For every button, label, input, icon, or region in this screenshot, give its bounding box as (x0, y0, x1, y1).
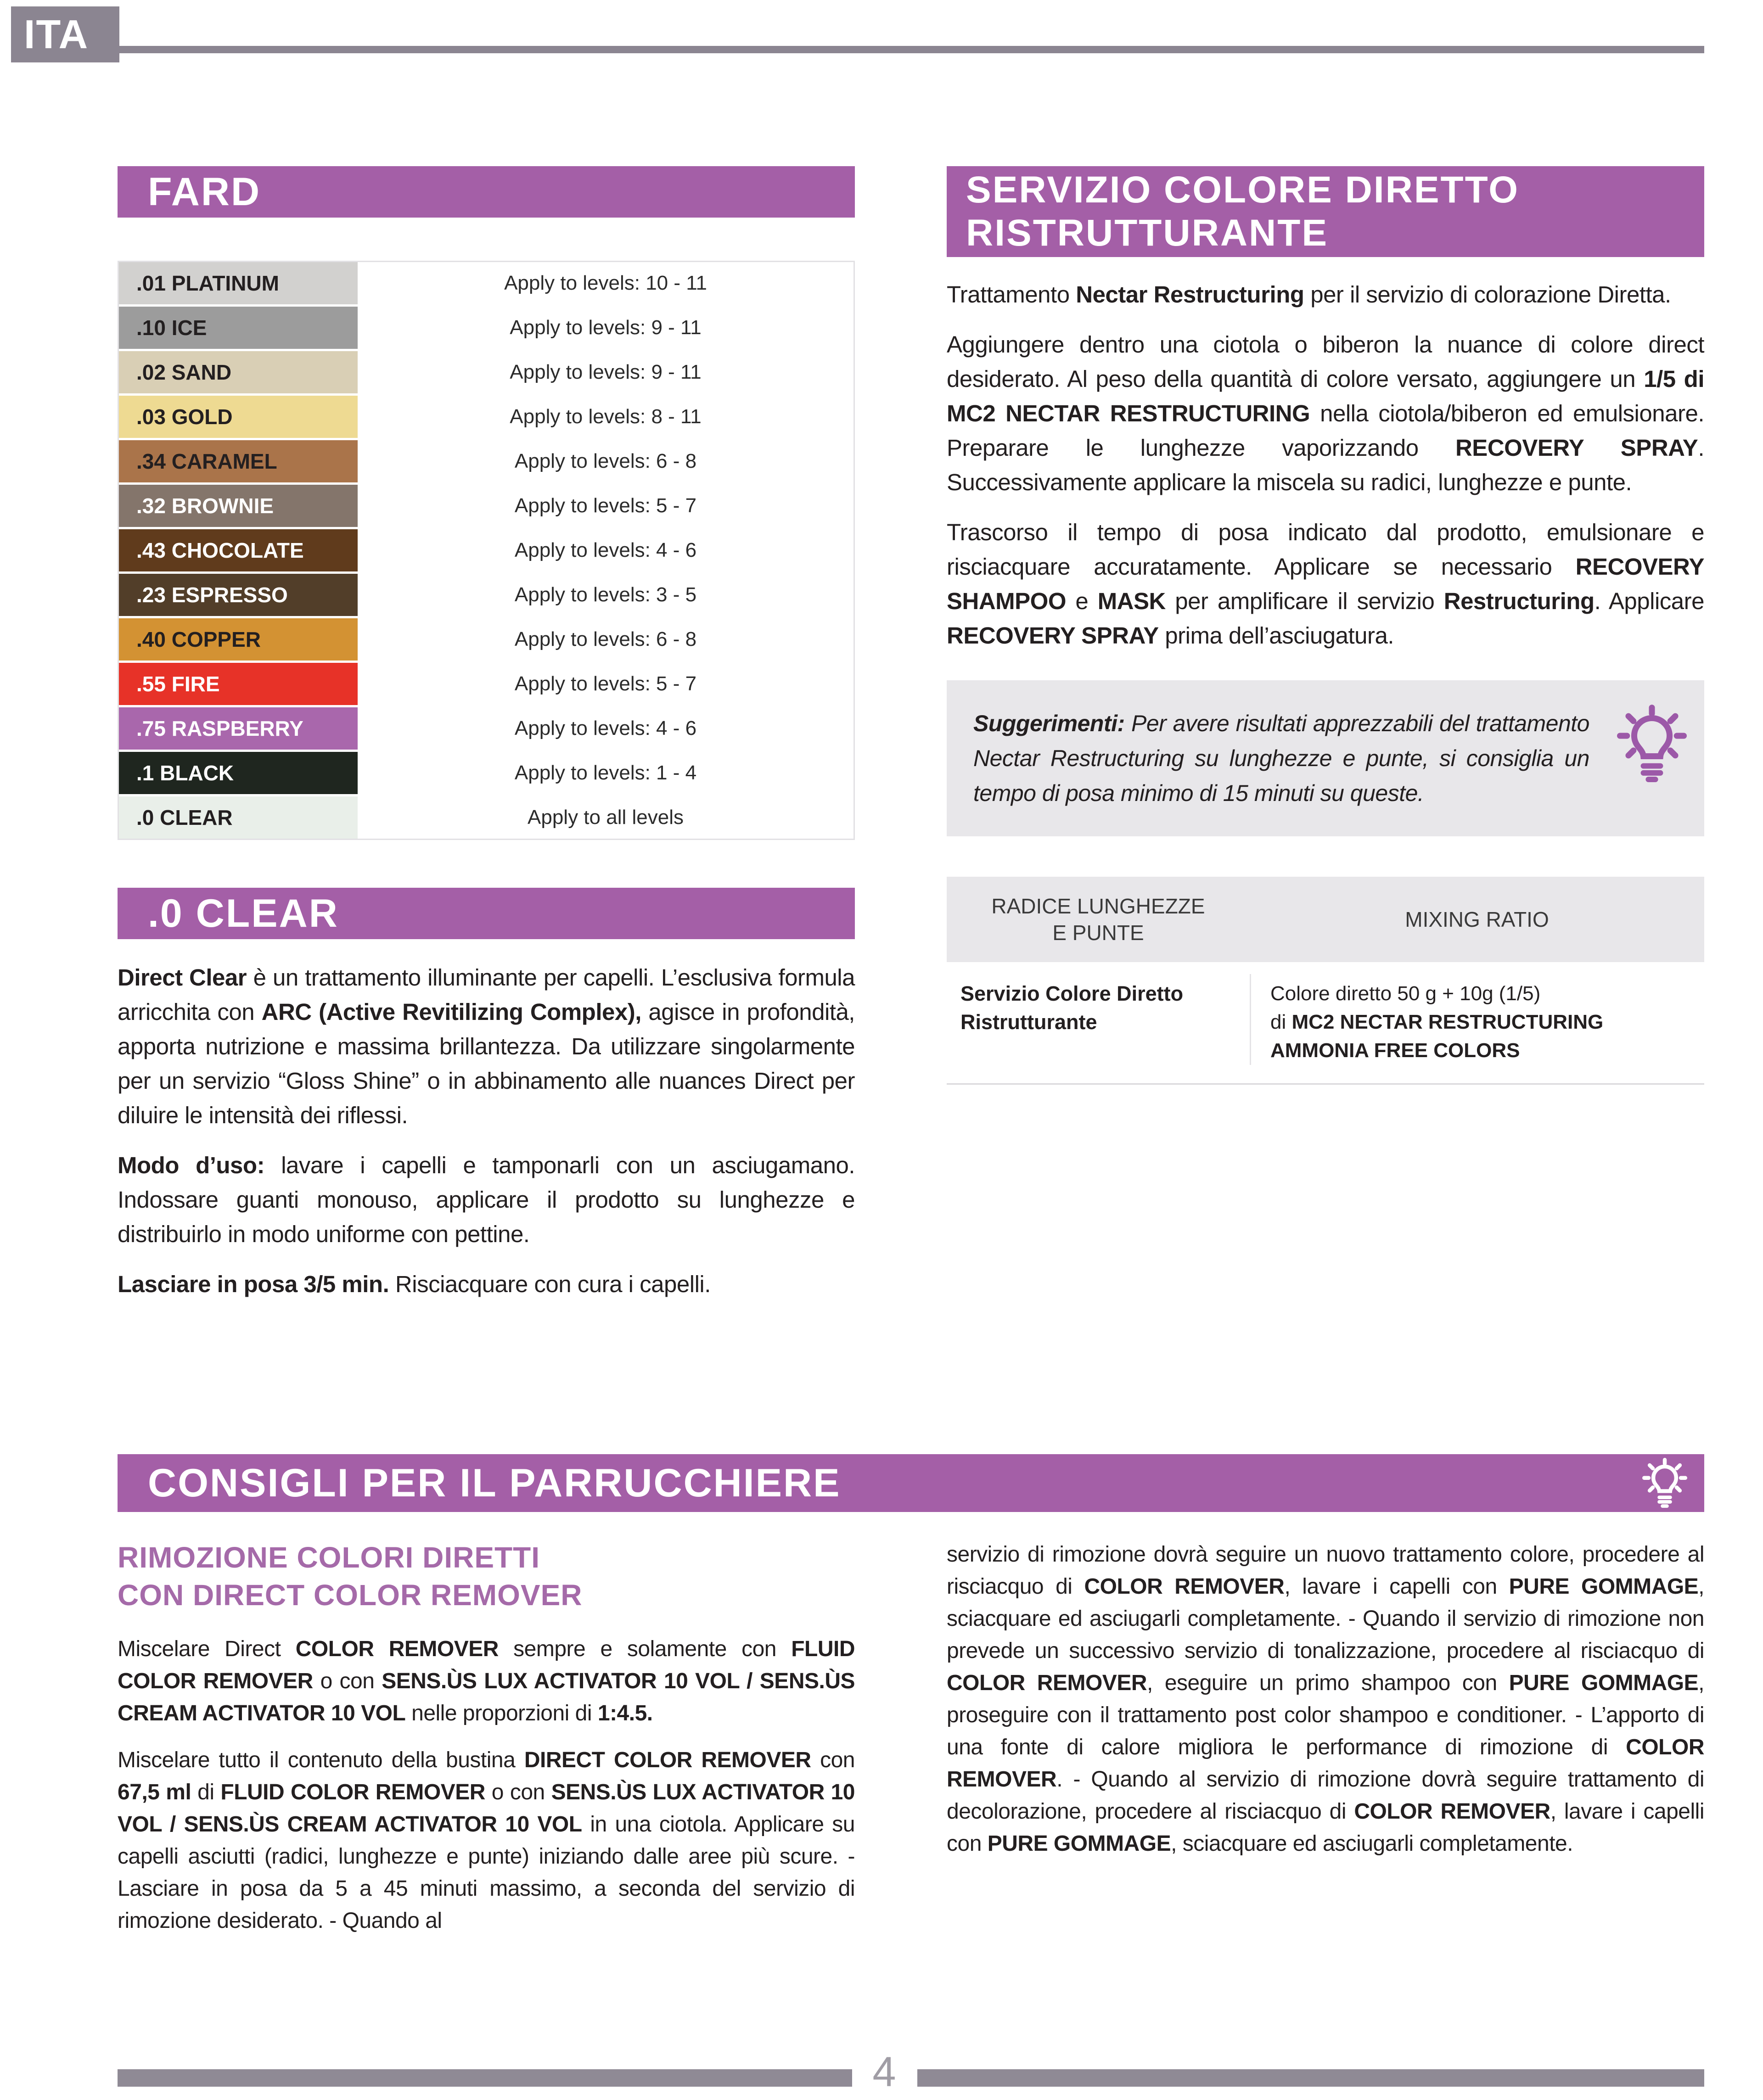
shade-levels: Apply to levels: 9 - 11 (358, 351, 853, 393)
left-column (118, 166, 855, 1317)
fard-table-row (119, 707, 853, 750)
clear-paragraph-3: Lasciare in posa 3/5 min. Risciacquare con cura i capelli. (118, 1271, 711, 1297)
shade-levels: Apply to levels: 9 - 11 (358, 307, 853, 349)
shade-swatch: .10 ICE (119, 307, 358, 349)
fard-table-row (119, 307, 853, 349)
mixing-service-line2: Ristrutturante (960, 1010, 1097, 1034)
shade-levels: Apply to levels: 10 - 11 (358, 262, 853, 304)
shade-levels: Apply to levels: 8 - 11 (358, 396, 853, 438)
removal-right-paragraph: servizio di rimozione dovrà seguire un nuovo trattamento colore, procedere al risciacquo di COLOR REMOVER, lavare i capelli con PURE GOMMAGE, sciacquare ed asciugarli completamente. - Quando il servizio di rimozione non prevede un successivo servizio di tonalizzazione, procedere al risciacquo di COLOR REMOVER, eseguire un primo shampoo con PURE GOMMAGE, proseguire con il trattamento post color shampoo e conditioner. - L’apporto di una fonte di calore migliora le performance di rimozione di COLOR REMOVER. - Quando al servizio di rimozione dovrà seguire trattamento di decolorazione, procedere al risciacquo di COLOR REMOVER, lavare i capelli con PURE GOMMAGE, sciacquare ed asciugarli completamente. (947, 1542, 1705, 1856)
shade-swatch: .1 BLACK (119, 752, 358, 794)
servizio-paragraph-3: Trascorso il tempo di posa indicato dal prodotto, emulsionare e risciacquare accuratamente. Applicare se necessario RECOVERY SHAMPOO e MASK per amplificare il servizio Restructuring. Applicare RECOVERY SPRAY prima dell’asciugatura. (947, 519, 1704, 649)
right-column (947, 166, 1704, 1085)
shade-levels: Apply to all levels (358, 796, 853, 839)
shade-swatch: .03 GOLD (119, 396, 358, 438)
removal-right-text-block (947, 1539, 1704, 1860)
fard-table (118, 261, 855, 840)
removal-text-block (118, 1633, 855, 1937)
mixing-ratio-cell (1250, 974, 1704, 1065)
fard-table-row (119, 440, 853, 482)
fard-header (118, 166, 855, 218)
footer-bar-right (917, 2069, 1704, 2087)
servizio-title-line1: SERVIZIO COLORE DIRETTO (966, 169, 1519, 211)
mixing-service-cell (947, 974, 1250, 1065)
mixing-ratio-line3: AMMONIA FREE COLORS (1270, 1039, 1520, 1062)
clear-paragraph-2: Modo d’uso: lavare i capelli e tamponarli con un asciugamano. Indossare guanti monouso, applicare il prodotto su lunghezze e distribuirlo in modo uniforme con pettine. (118, 1152, 855, 1247)
language-tab (11, 6, 119, 62)
removal-subtitle-line1: RIMOZIONE COLORI DIRETTI (118, 1541, 540, 1574)
page-number: 4 (872, 2049, 896, 2095)
shade-levels: Apply to levels: 5 - 7 (358, 663, 853, 705)
mixing-service-line1: Servizio Colore Diretto (960, 982, 1184, 1005)
consigli-banner (118, 1454, 1704, 1512)
servizio-header (947, 166, 1704, 257)
mixing-table (947, 877, 1704, 1085)
shade-swatch: .23 ESPRESSO (119, 574, 358, 616)
shade-swatch: .02 SAND (119, 351, 358, 393)
fard-table-row (119, 574, 853, 616)
shade-swatch: .0 CLEAR (119, 796, 358, 839)
shade-levels: Apply to levels: 5 - 7 (358, 485, 853, 527)
shade-swatch: .55 FIRE (119, 663, 358, 705)
footer-bar-left (118, 2069, 852, 2087)
fard-table-row (119, 796, 853, 839)
removal-subtitle-line2: CON DIRECT COLOR REMOVER (118, 1579, 583, 1612)
shade-swatch: .43 CHOCOLATE (119, 529, 358, 571)
mixing-header-row (947, 877, 1704, 962)
clear-header (118, 888, 855, 939)
servizio-title-line2: RISTRUTTURANTE (966, 212, 1329, 254)
lightbulb-icon (1617, 704, 1687, 785)
mixing-ratio-line2: di MC2 NECTAR RESTRUCTURING (1270, 1011, 1604, 1033)
shade-swatch: .01 PLATINUM (119, 262, 358, 304)
removal-paragraph-2: Miscelare tutto il contenuto della bustina DIRECT COLOR REMOVER con 67,5 ml di FLUID COLOR REMOVER o con SENS.ÙS LUX ACTIVATOR 10 VOL / SENS.ÙS CREAM ACTIVATOR 10 VOL in una ciotola. Applicare su capelli asciutti (radici, lunghezze e punte) iniziando dalle aree più scure. - Lasciare in posa da 5 a 45 minuti massimo, a seconda del servizio di rimozione desiderato. - Quando al (118, 1748, 855, 1933)
consigli-title: CONSIGLI PER IL PARRUCCHIERE (148, 1461, 841, 1505)
servizio-paragraph-2: Aggiungere dentro una ciotola o biberon la nuance di colore direct desiderato. Al peso della quantità di colore versato, aggiungere un 1/5 di MC2 NECTAR RESTRUCTURING nella ciotola/biberon ed emulsionare. Preparare le lunghezze vaporizzando RECOVERY SPRAY. Successivamente applicare la miscela su radici, lunghezze e punte. (947, 331, 1704, 495)
shade-levels: Apply to levels: 4 - 6 (358, 707, 853, 750)
fard-table-row (119, 752, 853, 794)
mixing-header-radice-line1: RADICE LUNGHEZZE (991, 894, 1205, 918)
lightbulb-icon-white (1642, 1458, 1688, 1509)
mixing-ratio-line1: Colore diretto 50 g + 10g (1/5) (1270, 982, 1541, 1005)
mixing-header-radice-line2: E PUNTE (1052, 921, 1144, 945)
servizio-text-block (947, 277, 1704, 653)
fard-table-row (119, 351, 853, 393)
servizio-paragraph-1: Trattamento Nectar Restructuring per il servizio di colorazione Diretta. (947, 281, 1671, 308)
language-tab-label: ITA (24, 11, 89, 57)
fard-table-row (119, 529, 853, 571)
shade-swatch: .32 BROWNIE (119, 485, 358, 527)
fard-table-row (119, 262, 853, 304)
removal-subtitle (118, 1539, 855, 1614)
top-rule (119, 46, 1704, 53)
removal-paragraph-1: Miscelare Direct COLOR REMOVER sempre e solamente con FLUID COLOR REMOVER o con SENS.ÙS LUX ACTIVATOR 10 VOL / SENS.ÙS CREAM ACTIVATOR 10 VOL nelle proporzioni di 1:4.5. (118, 1637, 855, 1725)
fard-table-row (119, 485, 853, 527)
shade-swatch: .40 COPPER (119, 618, 358, 661)
bottom-right-column (947, 1539, 1704, 1875)
shade-levels: Apply to levels: 3 - 5 (358, 574, 853, 616)
mixing-header-cell-ratio (1250, 877, 1704, 962)
shade-levels: Apply to levels: 1 - 4 (358, 752, 853, 794)
clear-title: .0 CLEAR (148, 891, 339, 935)
fard-table-row (119, 396, 853, 438)
mixing-header-cell-radice (947, 877, 1250, 962)
suggestion-box (947, 680, 1704, 836)
shade-swatch: .75 RASPBERRY (119, 707, 358, 750)
suggestion-text: Suggerimenti: Per avere risultati apprezzabili del trattamento Nectar Restructuring su lunghezze e punte, si consiglia un tempo di posa minimo di 15 minuti su queste. (973, 711, 1589, 806)
shade-levels: Apply to levels: 6 - 8 (358, 440, 853, 482)
fard-title: FARD (148, 169, 261, 214)
fard-table-row (119, 663, 853, 705)
fard-table-row (119, 618, 853, 661)
mixing-header-ratio-label: MIXING RATIO (1405, 907, 1549, 931)
mixing-body-row (947, 962, 1704, 1085)
bottom-left-column (118, 1539, 855, 1952)
shade-swatch: .34 CARAMEL (119, 440, 358, 482)
clear-text-block (118, 960, 855, 1301)
shade-levels: Apply to levels: 4 - 6 (358, 529, 853, 571)
clear-paragraph-1: Direct Clear è un trattamento illuminante per capelli. L’esclusiva formula arricchita con ARC (Active Revitilizing Complex), agisce in profondità, apporta nutrizione e massima brillantezza. Da utilizzare singolarmente per un servizio “Gloss Shine” o in abbinamento alle nuances Direct per diluire le intensità dei riflessi. (118, 964, 855, 1128)
shade-levels: Apply to levels: 6 - 8 (358, 618, 853, 661)
